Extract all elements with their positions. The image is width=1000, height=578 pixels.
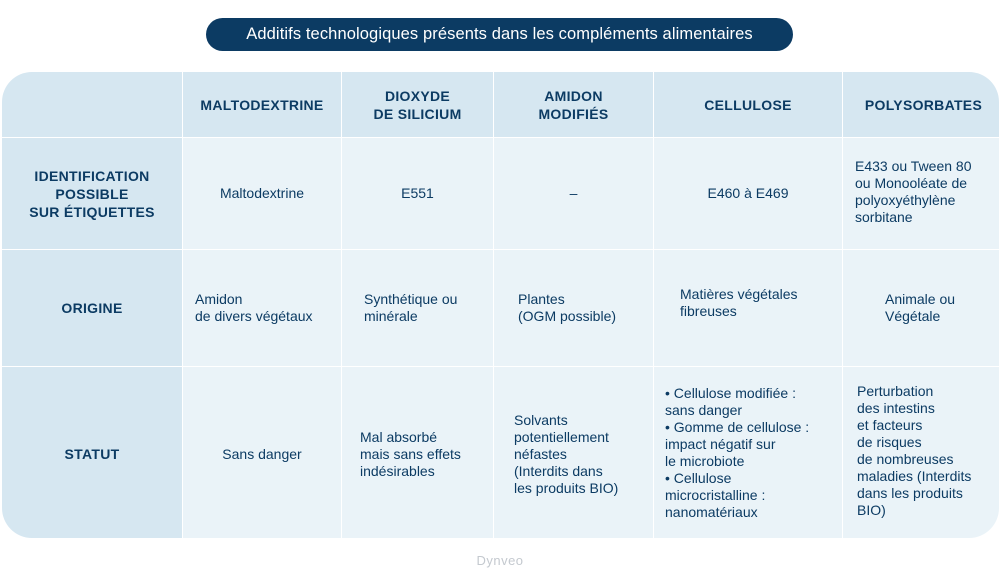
row-header-identification: IDENTIFICATION POSSIBLE SUR ÉTIQUETTES xyxy=(2,138,182,249)
table-cell: • Cellulose modifiée : sans danger • Gomme de cellulose : impact négatif sur le microbiote • Cellulose microcristalline : nanomatériaux xyxy=(654,367,842,538)
table-cell: – xyxy=(494,138,653,249)
row-header-origine: ORIGINE xyxy=(2,250,182,366)
table-cell: Mal absorbé mais sans effets indésirables xyxy=(342,367,493,538)
table-cell: E460 à E469 xyxy=(654,138,842,249)
column-header-dioxyde-silicium: DIOXYDE DE SILICIUM xyxy=(342,72,493,137)
column-header-amidon-modifies: AMIDON MODIFIÉS xyxy=(494,72,653,137)
table-cell: Synthétique ou minérale xyxy=(342,250,493,366)
page-title: Additifs technologiques présents dans les compléments alimentaires xyxy=(206,18,793,51)
column-header-cellulose: CELLULOSE xyxy=(654,72,842,137)
brand-watermark: Dynveo xyxy=(476,553,524,568)
table-cell: E551 xyxy=(342,138,493,249)
table-cell: Solvants potentiellement néfastes (Interdits dans les produits BIO) xyxy=(494,367,653,538)
table-cell: Animale ou Végétale xyxy=(843,250,999,366)
table-cell: Sans danger xyxy=(183,367,341,538)
table-cell: Amidon de divers végétaux xyxy=(183,250,341,366)
row-header-statut: STATUT xyxy=(2,367,182,538)
column-header-maltodextrine: MALTODEXTRINE xyxy=(183,72,341,137)
table-cell: Maltodextrine xyxy=(183,138,341,249)
table-cell: Plantes (OGM possible) xyxy=(494,250,653,366)
table-cell: E433 ou Tween 80 ou Monooléate de polyoxyéthylène sorbitane xyxy=(843,138,999,249)
table-cell: Perturbation des intestins et facteurs de risques de nombreuses maladies (Interdits dans les produits BIO) xyxy=(843,367,999,538)
comparison-table xyxy=(2,72,999,538)
column-header-polysorbates: POLYSORBATES xyxy=(843,72,999,137)
table-corner xyxy=(2,72,182,137)
table-cell: Matières végétales fibreuses xyxy=(654,250,842,366)
